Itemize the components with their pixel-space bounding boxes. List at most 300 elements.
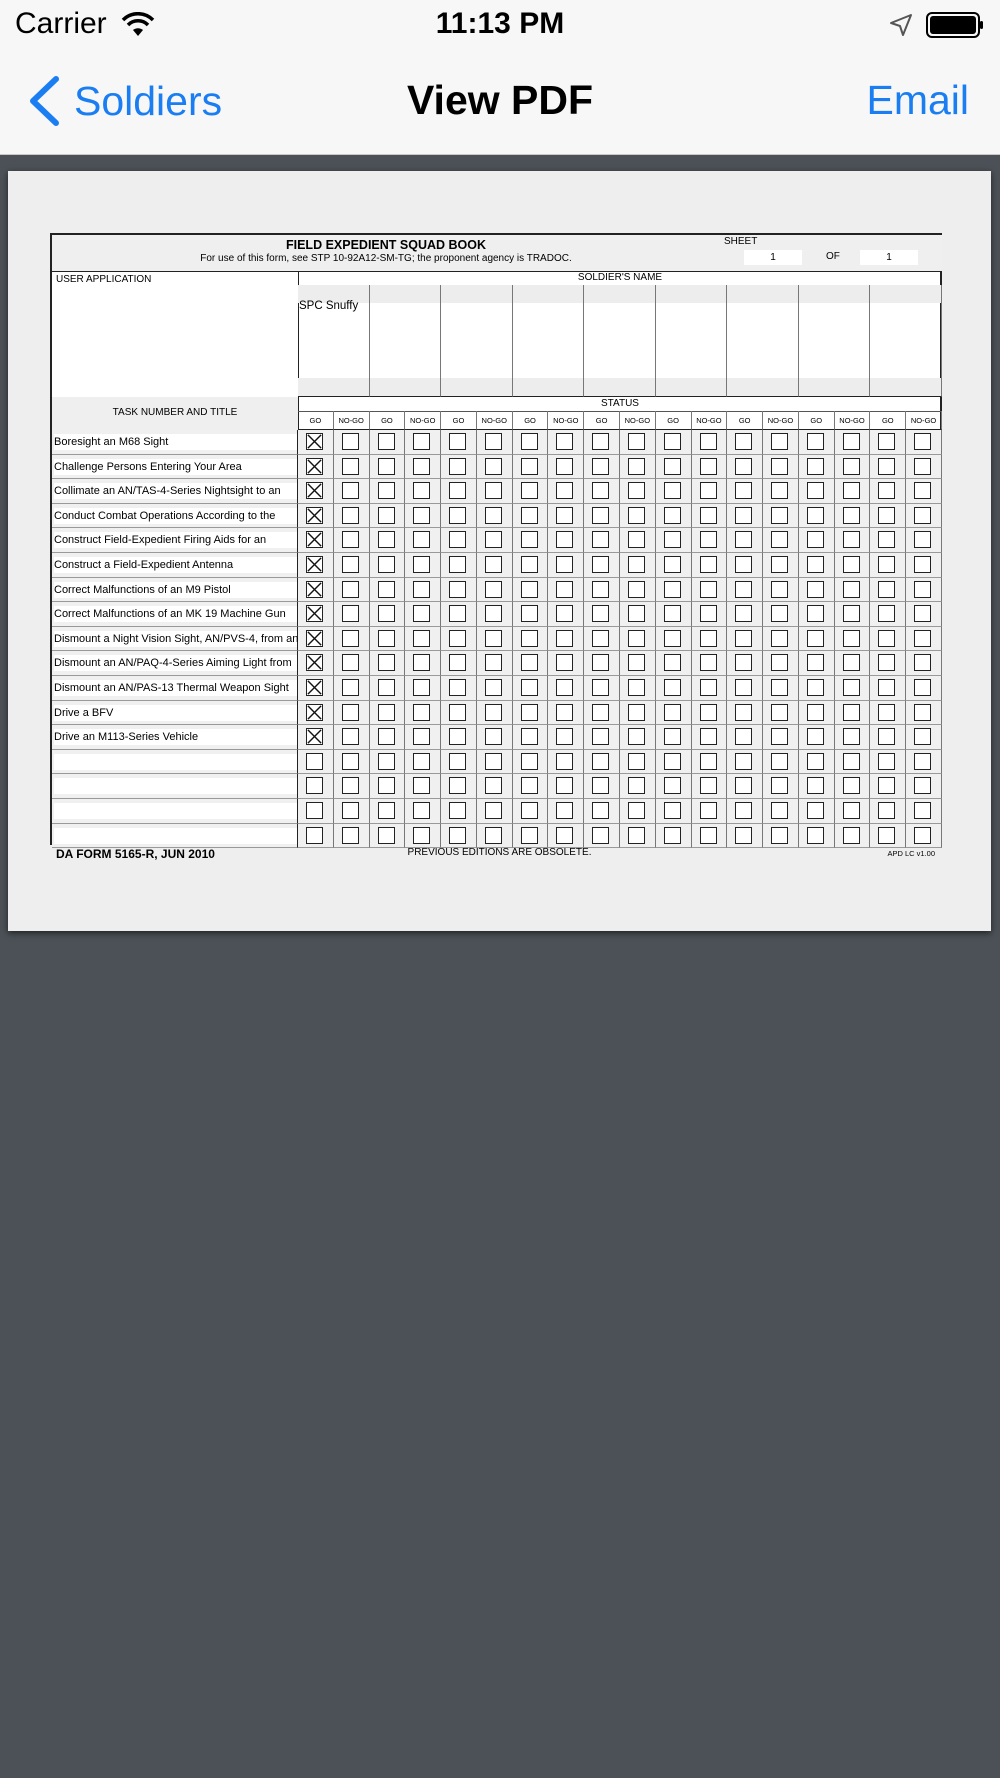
nogo-checkbox[interactable] bbox=[413, 777, 430, 794]
go-checkbox[interactable] bbox=[878, 581, 895, 598]
go-checkbox[interactable] bbox=[449, 802, 466, 819]
nogo-checkbox[interactable] bbox=[914, 728, 931, 745]
nogo-checkbox[interactable] bbox=[485, 482, 502, 499]
go-checkbox[interactable] bbox=[306, 679, 323, 696]
nogo-checkbox[interactable] bbox=[342, 531, 359, 548]
nogo-checkbox[interactable] bbox=[843, 753, 860, 770]
nogo-checkbox[interactable] bbox=[556, 802, 573, 819]
go-checkbox[interactable] bbox=[306, 507, 323, 524]
go-checkbox[interactable] bbox=[735, 556, 752, 573]
nogo-checkbox[interactable] bbox=[700, 507, 717, 524]
go-checkbox[interactable] bbox=[878, 458, 895, 475]
go-checkbox[interactable] bbox=[378, 458, 395, 475]
go-checkbox[interactable] bbox=[878, 556, 895, 573]
nogo-checkbox[interactable] bbox=[843, 679, 860, 696]
nogo-checkbox[interactable] bbox=[771, 458, 788, 475]
go-checkbox[interactable] bbox=[449, 507, 466, 524]
nogo-checkbox[interactable] bbox=[485, 581, 502, 598]
nogo-checkbox[interactable] bbox=[556, 654, 573, 671]
go-checkbox[interactable] bbox=[521, 753, 538, 770]
go-checkbox[interactable] bbox=[807, 827, 824, 844]
nogo-checkbox[interactable] bbox=[628, 704, 645, 721]
nogo-checkbox[interactable] bbox=[843, 777, 860, 794]
go-checkbox[interactable] bbox=[664, 458, 681, 475]
nogo-checkbox[interactable] bbox=[413, 827, 430, 844]
nogo-checkbox[interactable] bbox=[413, 654, 430, 671]
nogo-checkbox[interactable] bbox=[342, 458, 359, 475]
go-checkbox[interactable] bbox=[449, 458, 466, 475]
task-title[interactable] bbox=[54, 778, 297, 794]
go-checkbox[interactable] bbox=[592, 679, 609, 696]
nogo-checkbox[interactable] bbox=[700, 827, 717, 844]
go-checkbox[interactable] bbox=[521, 654, 538, 671]
nogo-checkbox[interactable] bbox=[914, 753, 931, 770]
nogo-checkbox[interactable] bbox=[342, 753, 359, 770]
nogo-checkbox[interactable] bbox=[914, 531, 931, 548]
go-checkbox[interactable] bbox=[521, 802, 538, 819]
go-checkbox[interactable] bbox=[306, 482, 323, 499]
nogo-checkbox[interactable] bbox=[700, 704, 717, 721]
go-checkbox[interactable] bbox=[807, 679, 824, 696]
go-checkbox[interactable] bbox=[807, 531, 824, 548]
go-checkbox[interactable] bbox=[521, 531, 538, 548]
go-checkbox[interactable] bbox=[521, 827, 538, 844]
nogo-checkbox[interactable] bbox=[342, 777, 359, 794]
nogo-checkbox[interactable] bbox=[914, 679, 931, 696]
go-checkbox[interactable] bbox=[592, 704, 609, 721]
nogo-checkbox[interactable] bbox=[771, 482, 788, 499]
nogo-checkbox[interactable] bbox=[628, 556, 645, 573]
nogo-checkbox[interactable] bbox=[485, 802, 502, 819]
go-checkbox[interactable] bbox=[664, 753, 681, 770]
go-checkbox[interactable] bbox=[378, 753, 395, 770]
nogo-checkbox[interactable] bbox=[413, 704, 430, 721]
nogo-checkbox[interactable] bbox=[413, 556, 430, 573]
go-checkbox[interactable] bbox=[735, 728, 752, 745]
nogo-checkbox[interactable] bbox=[556, 827, 573, 844]
go-checkbox[interactable] bbox=[521, 581, 538, 598]
go-checkbox[interactable] bbox=[735, 433, 752, 450]
go-checkbox[interactable] bbox=[878, 777, 895, 794]
go-checkbox[interactable] bbox=[378, 433, 395, 450]
nogo-checkbox[interactable] bbox=[628, 679, 645, 696]
go-checkbox[interactable] bbox=[807, 433, 824, 450]
go-checkbox[interactable] bbox=[306, 802, 323, 819]
nogo-checkbox[interactable] bbox=[413, 728, 430, 745]
go-checkbox[interactable] bbox=[592, 777, 609, 794]
nogo-checkbox[interactable] bbox=[556, 482, 573, 499]
nogo-checkbox[interactable] bbox=[843, 433, 860, 450]
go-checkbox[interactable] bbox=[521, 458, 538, 475]
task-title[interactable]: Dismount an AN/PAS-13 Thermal Weapon Sight bbox=[54, 680, 297, 696]
nogo-checkbox[interactable] bbox=[556, 531, 573, 548]
go-checkbox[interactable] bbox=[735, 482, 752, 499]
task-title[interactable]: Correct Malfunctions of an M9 Pistol bbox=[54, 582, 297, 598]
go-checkbox[interactable] bbox=[878, 507, 895, 524]
nogo-checkbox[interactable] bbox=[628, 581, 645, 598]
go-checkbox[interactable] bbox=[592, 482, 609, 499]
nogo-checkbox[interactable] bbox=[843, 605, 860, 622]
go-checkbox[interactable] bbox=[735, 802, 752, 819]
go-checkbox[interactable] bbox=[878, 630, 895, 647]
nogo-checkbox[interactable] bbox=[700, 605, 717, 622]
go-checkbox[interactable] bbox=[664, 777, 681, 794]
nogo-checkbox[interactable] bbox=[628, 802, 645, 819]
nogo-checkbox[interactable] bbox=[485, 753, 502, 770]
task-title[interactable]: Challenge Persons Entering Your Area bbox=[54, 459, 297, 475]
nogo-checkbox[interactable] bbox=[771, 802, 788, 819]
go-checkbox[interactable] bbox=[521, 433, 538, 450]
nogo-checkbox[interactable] bbox=[485, 630, 502, 647]
nogo-checkbox[interactable] bbox=[628, 507, 645, 524]
nogo-checkbox[interactable] bbox=[556, 630, 573, 647]
go-checkbox[interactable] bbox=[378, 654, 395, 671]
nogo-checkbox[interactable] bbox=[485, 507, 502, 524]
go-checkbox[interactable] bbox=[449, 827, 466, 844]
task-title[interactable]: Construct Field-Expedient Firing Aids for an bbox=[54, 532, 297, 548]
go-checkbox[interactable] bbox=[664, 581, 681, 598]
nogo-checkbox[interactable] bbox=[628, 827, 645, 844]
go-checkbox[interactable] bbox=[878, 482, 895, 499]
go-checkbox[interactable] bbox=[807, 728, 824, 745]
nogo-checkbox[interactable] bbox=[342, 728, 359, 745]
go-checkbox[interactable] bbox=[449, 556, 466, 573]
go-checkbox[interactable] bbox=[378, 605, 395, 622]
go-checkbox[interactable] bbox=[306, 458, 323, 475]
task-title[interactable] bbox=[54, 828, 297, 844]
nogo-checkbox[interactable] bbox=[771, 630, 788, 647]
go-checkbox[interactable] bbox=[306, 704, 323, 721]
task-title[interactable]: Drive a BFV bbox=[54, 705, 297, 721]
go-checkbox[interactable] bbox=[449, 728, 466, 745]
go-checkbox[interactable] bbox=[521, 679, 538, 696]
go-checkbox[interactable] bbox=[735, 827, 752, 844]
go-checkbox[interactable] bbox=[378, 507, 395, 524]
nogo-checkbox[interactable] bbox=[556, 777, 573, 794]
go-checkbox[interactable] bbox=[735, 458, 752, 475]
go-checkbox[interactable] bbox=[878, 802, 895, 819]
go-checkbox[interactable] bbox=[592, 827, 609, 844]
go-checkbox[interactable] bbox=[878, 433, 895, 450]
go-checkbox[interactable] bbox=[592, 581, 609, 598]
go-checkbox[interactable] bbox=[735, 630, 752, 647]
nogo-checkbox[interactable] bbox=[700, 654, 717, 671]
nogo-checkbox[interactable] bbox=[342, 704, 359, 721]
nogo-checkbox[interactable] bbox=[843, 482, 860, 499]
nogo-checkbox[interactable] bbox=[556, 704, 573, 721]
go-checkbox[interactable] bbox=[807, 777, 824, 794]
nogo-checkbox[interactable] bbox=[342, 482, 359, 499]
nogo-checkbox[interactable] bbox=[700, 531, 717, 548]
task-title[interactable]: Boresight an M68 Sight bbox=[54, 434, 297, 450]
go-checkbox[interactable] bbox=[378, 827, 395, 844]
nogo-checkbox[interactable] bbox=[628, 458, 645, 475]
go-checkbox[interactable] bbox=[592, 630, 609, 647]
nogo-checkbox[interactable] bbox=[771, 507, 788, 524]
nogo-checkbox[interactable] bbox=[700, 482, 717, 499]
go-checkbox[interactable] bbox=[449, 581, 466, 598]
nogo-checkbox[interactable] bbox=[485, 531, 502, 548]
nogo-checkbox[interactable] bbox=[700, 753, 717, 770]
nogo-checkbox[interactable] bbox=[413, 507, 430, 524]
go-checkbox[interactable] bbox=[807, 458, 824, 475]
go-checkbox[interactable] bbox=[735, 654, 752, 671]
nogo-checkbox[interactable] bbox=[556, 433, 573, 450]
go-checkbox[interactable] bbox=[664, 507, 681, 524]
go-checkbox[interactable] bbox=[449, 605, 466, 622]
go-checkbox[interactable] bbox=[521, 605, 538, 622]
go-checkbox[interactable] bbox=[306, 827, 323, 844]
nogo-checkbox[interactable] bbox=[700, 630, 717, 647]
task-title[interactable]: Dismount an AN/PAQ-4-Series Aiming Light from bbox=[54, 655, 297, 671]
nogo-checkbox[interactable] bbox=[771, 753, 788, 770]
go-checkbox[interactable] bbox=[807, 605, 824, 622]
go-checkbox[interactable] bbox=[592, 728, 609, 745]
nogo-checkbox[interactable] bbox=[485, 433, 502, 450]
go-checkbox[interactable] bbox=[664, 654, 681, 671]
go-checkbox[interactable] bbox=[735, 605, 752, 622]
nogo-checkbox[interactable] bbox=[700, 458, 717, 475]
go-checkbox[interactable] bbox=[449, 654, 466, 671]
go-checkbox[interactable] bbox=[306, 581, 323, 598]
nogo-checkbox[interactable] bbox=[342, 827, 359, 844]
nogo-checkbox[interactable] bbox=[485, 827, 502, 844]
go-checkbox[interactable] bbox=[878, 531, 895, 548]
go-checkbox[interactable] bbox=[664, 802, 681, 819]
go-checkbox[interactable] bbox=[592, 556, 609, 573]
nogo-checkbox[interactable] bbox=[413, 679, 430, 696]
go-checkbox[interactable] bbox=[306, 654, 323, 671]
go-checkbox[interactable] bbox=[306, 753, 323, 770]
go-checkbox[interactable] bbox=[449, 753, 466, 770]
nogo-checkbox[interactable] bbox=[628, 728, 645, 745]
go-checkbox[interactable] bbox=[306, 531, 323, 548]
nogo-checkbox[interactable] bbox=[914, 507, 931, 524]
nogo-checkbox[interactable] bbox=[628, 630, 645, 647]
nogo-checkbox[interactable] bbox=[914, 827, 931, 844]
nogo-checkbox[interactable] bbox=[914, 802, 931, 819]
go-checkbox[interactable] bbox=[378, 556, 395, 573]
nogo-checkbox[interactable] bbox=[771, 679, 788, 696]
nogo-checkbox[interactable] bbox=[843, 654, 860, 671]
nogo-checkbox[interactable] bbox=[342, 581, 359, 598]
go-checkbox[interactable] bbox=[878, 827, 895, 844]
nogo-checkbox[interactable] bbox=[700, 728, 717, 745]
nogo-checkbox[interactable] bbox=[771, 556, 788, 573]
nogo-checkbox[interactable] bbox=[485, 777, 502, 794]
task-title[interactable]: Collimate an AN/TAS-4-Series Nightsight to an bbox=[54, 483, 297, 499]
go-checkbox[interactable] bbox=[521, 507, 538, 524]
nogo-checkbox[interactable] bbox=[843, 531, 860, 548]
go-checkbox[interactable] bbox=[878, 605, 895, 622]
nogo-checkbox[interactable] bbox=[556, 556, 573, 573]
nogo-checkbox[interactable] bbox=[771, 581, 788, 598]
go-checkbox[interactable] bbox=[664, 679, 681, 696]
nogo-checkbox[interactable] bbox=[914, 556, 931, 573]
nogo-checkbox[interactable] bbox=[413, 802, 430, 819]
nogo-checkbox[interactable] bbox=[628, 605, 645, 622]
go-checkbox[interactable] bbox=[521, 556, 538, 573]
go-checkbox[interactable] bbox=[664, 827, 681, 844]
go-checkbox[interactable] bbox=[378, 531, 395, 548]
go-checkbox[interactable] bbox=[378, 777, 395, 794]
go-checkbox[interactable] bbox=[592, 458, 609, 475]
go-checkbox[interactable] bbox=[807, 581, 824, 598]
nogo-checkbox[interactable] bbox=[413, 482, 430, 499]
go-checkbox[interactable] bbox=[878, 679, 895, 696]
go-checkbox[interactable] bbox=[664, 728, 681, 745]
nogo-checkbox[interactable] bbox=[914, 482, 931, 499]
go-checkbox[interactable] bbox=[521, 630, 538, 647]
nogo-checkbox[interactable] bbox=[843, 704, 860, 721]
nogo-checkbox[interactable] bbox=[628, 482, 645, 499]
go-checkbox[interactable] bbox=[449, 777, 466, 794]
go-checkbox[interactable] bbox=[664, 433, 681, 450]
nogo-checkbox[interactable] bbox=[843, 630, 860, 647]
nogo-checkbox[interactable] bbox=[914, 777, 931, 794]
go-checkbox[interactable] bbox=[378, 728, 395, 745]
go-checkbox[interactable] bbox=[735, 704, 752, 721]
go-checkbox[interactable] bbox=[664, 482, 681, 499]
nogo-checkbox[interactable] bbox=[628, 654, 645, 671]
nogo-checkbox[interactable] bbox=[914, 605, 931, 622]
nogo-checkbox[interactable] bbox=[771, 654, 788, 671]
nogo-checkbox[interactable] bbox=[628, 531, 645, 548]
nogo-checkbox[interactable] bbox=[700, 802, 717, 819]
go-checkbox[interactable] bbox=[735, 507, 752, 524]
go-checkbox[interactable] bbox=[878, 654, 895, 671]
nogo-checkbox[interactable] bbox=[628, 753, 645, 770]
nogo-checkbox[interactable] bbox=[700, 581, 717, 598]
go-checkbox[interactable] bbox=[449, 679, 466, 696]
nogo-checkbox[interactable] bbox=[771, 704, 788, 721]
nogo-checkbox[interactable] bbox=[843, 458, 860, 475]
go-checkbox[interactable] bbox=[449, 630, 466, 647]
nogo-checkbox[interactable] bbox=[771, 531, 788, 548]
go-checkbox[interactable] bbox=[807, 704, 824, 721]
nogo-checkbox[interactable] bbox=[413, 531, 430, 548]
nogo-checkbox[interactable] bbox=[628, 433, 645, 450]
nogo-checkbox[interactable] bbox=[914, 704, 931, 721]
go-checkbox[interactable] bbox=[592, 433, 609, 450]
nogo-checkbox[interactable] bbox=[342, 802, 359, 819]
go-checkbox[interactable] bbox=[807, 630, 824, 647]
go-checkbox[interactable] bbox=[449, 704, 466, 721]
go-checkbox[interactable] bbox=[735, 531, 752, 548]
nogo-checkbox[interactable] bbox=[485, 605, 502, 622]
nogo-checkbox[interactable] bbox=[628, 777, 645, 794]
nogo-checkbox[interactable] bbox=[413, 433, 430, 450]
nogo-checkbox[interactable] bbox=[771, 827, 788, 844]
go-checkbox[interactable] bbox=[664, 704, 681, 721]
nogo-checkbox[interactable] bbox=[342, 654, 359, 671]
nogo-checkbox[interactable] bbox=[342, 605, 359, 622]
go-checkbox[interactable] bbox=[378, 679, 395, 696]
go-checkbox[interactable] bbox=[592, 654, 609, 671]
nogo-checkbox[interactable] bbox=[843, 802, 860, 819]
go-checkbox[interactable] bbox=[306, 433, 323, 450]
go-checkbox[interactable] bbox=[807, 654, 824, 671]
go-checkbox[interactable] bbox=[378, 802, 395, 819]
nogo-checkbox[interactable] bbox=[556, 679, 573, 696]
go-checkbox[interactable] bbox=[807, 753, 824, 770]
go-checkbox[interactable] bbox=[807, 802, 824, 819]
go-checkbox[interactable] bbox=[306, 777, 323, 794]
nogo-checkbox[interactable] bbox=[843, 728, 860, 745]
go-checkbox[interactable] bbox=[878, 728, 895, 745]
nogo-checkbox[interactable] bbox=[771, 777, 788, 794]
pdf-page[interactable] bbox=[8, 171, 991, 931]
nogo-checkbox[interactable] bbox=[413, 630, 430, 647]
nogo-checkbox[interactable] bbox=[843, 827, 860, 844]
go-checkbox[interactable] bbox=[521, 704, 538, 721]
go-checkbox[interactable] bbox=[592, 753, 609, 770]
go-checkbox[interactable] bbox=[878, 704, 895, 721]
nogo-checkbox[interactable] bbox=[556, 753, 573, 770]
go-checkbox[interactable] bbox=[306, 630, 323, 647]
nogo-checkbox[interactable] bbox=[342, 507, 359, 524]
nogo-checkbox[interactable] bbox=[771, 605, 788, 622]
go-checkbox[interactable] bbox=[378, 630, 395, 647]
task-title[interactable]: Construct a Field-Expedient Antenna bbox=[54, 557, 297, 573]
go-checkbox[interactable] bbox=[449, 433, 466, 450]
nogo-checkbox[interactable] bbox=[700, 679, 717, 696]
nogo-checkbox[interactable] bbox=[485, 654, 502, 671]
go-checkbox[interactable] bbox=[735, 777, 752, 794]
nogo-checkbox[interactable] bbox=[771, 433, 788, 450]
go-checkbox[interactable] bbox=[592, 802, 609, 819]
go-checkbox[interactable] bbox=[878, 753, 895, 770]
go-checkbox[interactable] bbox=[521, 482, 538, 499]
nogo-checkbox[interactable] bbox=[700, 556, 717, 573]
go-checkbox[interactable] bbox=[807, 507, 824, 524]
go-checkbox[interactable] bbox=[378, 581, 395, 598]
go-checkbox[interactable] bbox=[807, 556, 824, 573]
nogo-checkbox[interactable] bbox=[700, 777, 717, 794]
nogo-checkbox[interactable] bbox=[914, 581, 931, 598]
nogo-checkbox[interactable] bbox=[413, 753, 430, 770]
go-checkbox[interactable] bbox=[664, 531, 681, 548]
go-checkbox[interactable] bbox=[306, 605, 323, 622]
nogo-checkbox[interactable] bbox=[413, 458, 430, 475]
nogo-checkbox[interactable] bbox=[843, 507, 860, 524]
nogo-checkbox[interactable] bbox=[342, 433, 359, 450]
go-checkbox[interactable] bbox=[664, 630, 681, 647]
go-checkbox[interactable] bbox=[592, 507, 609, 524]
go-checkbox[interactable] bbox=[735, 581, 752, 598]
nogo-checkbox[interactable] bbox=[914, 458, 931, 475]
nogo-checkbox[interactable] bbox=[413, 605, 430, 622]
nogo-checkbox[interactable] bbox=[914, 433, 931, 450]
task-title[interactable]: Conduct Combat Operations According to the bbox=[54, 508, 297, 524]
task-title[interactable]: Dismount a Night Vision Sight, AN/PVS-4, from an bbox=[54, 632, 299, 645]
nogo-checkbox[interactable] bbox=[556, 581, 573, 598]
go-checkbox[interactable] bbox=[521, 728, 538, 745]
email-button[interactable]: Email bbox=[866, 77, 969, 123]
go-checkbox[interactable] bbox=[521, 777, 538, 794]
go-checkbox[interactable] bbox=[449, 482, 466, 499]
nogo-checkbox[interactable] bbox=[843, 581, 860, 598]
nogo-checkbox[interactable] bbox=[914, 630, 931, 647]
nogo-checkbox[interactable] bbox=[485, 704, 502, 721]
go-checkbox[interactable] bbox=[306, 556, 323, 573]
nogo-checkbox[interactable] bbox=[485, 556, 502, 573]
nogo-checkbox[interactable] bbox=[342, 556, 359, 573]
nogo-checkbox[interactable] bbox=[485, 679, 502, 696]
go-checkbox[interactable] bbox=[592, 605, 609, 622]
go-checkbox[interactable] bbox=[807, 482, 824, 499]
nogo-checkbox[interactable] bbox=[771, 728, 788, 745]
